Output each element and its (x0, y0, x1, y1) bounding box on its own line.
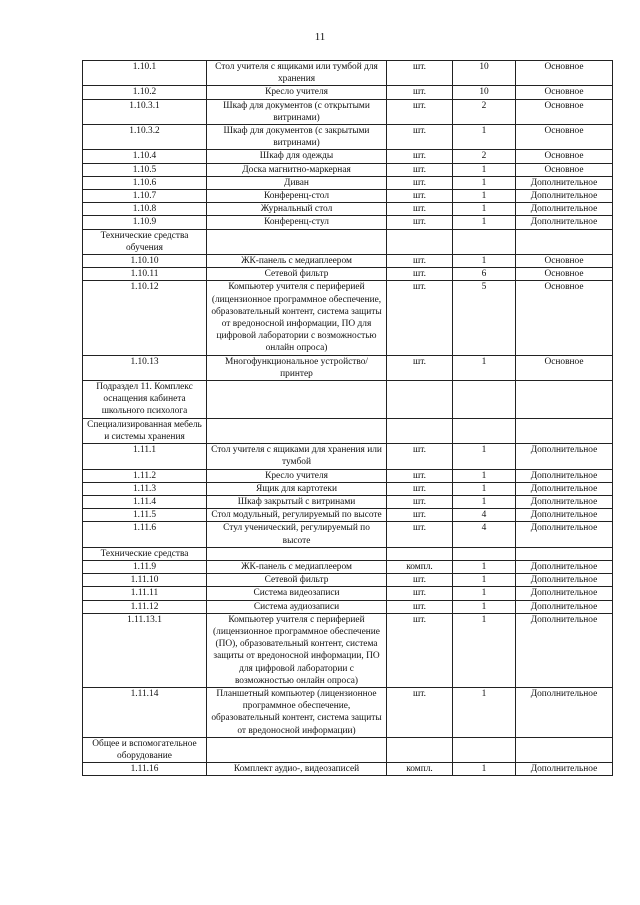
item-name-cell: Конференц-стол (207, 190, 387, 203)
table-row (83, 444, 613, 469)
table-row (83, 150, 613, 163)
item-name-cell: Доска магнитно-маркерная (207, 163, 387, 176)
table-row (83, 509, 613, 522)
table-row (83, 190, 613, 203)
item-type-cell: Основное (516, 99, 613, 124)
item-name-cell: Журнальный стол (207, 203, 387, 216)
equipment-table-body (83, 61, 613, 776)
table-row (83, 355, 613, 380)
item-code-cell: 1.10.8 (83, 203, 207, 216)
item-code-cell: 1.11.1 (83, 444, 207, 469)
item-code-cell: 1.11.2 (83, 469, 207, 482)
item-code-cell: 1.11.12 (83, 600, 207, 613)
item-name-cell: Стол модульный, регулируемый по высоте (207, 509, 387, 522)
item-code-cell: 1.11.9 (83, 560, 207, 573)
item-type-cell: Дополнительное (516, 522, 613, 547)
item-quantity-cell: 1 (453, 495, 516, 508)
empty-cell (207, 229, 387, 254)
item-name-cell: Стул ученический, регулируемый по высоте (207, 522, 387, 547)
item-code-cell: 1.11.5 (83, 509, 207, 522)
item-quantity-cell: 2 (453, 150, 516, 163)
item-code-cell: 1.10.4 (83, 150, 207, 163)
item-unit-cell: шт. (387, 125, 453, 150)
item-code-cell: 1.10.6 (83, 176, 207, 189)
table-row (83, 61, 613, 86)
item-code-cell: 1.11.13.1 (83, 613, 207, 687)
table-row (83, 255, 613, 268)
empty-cell (453, 381, 516, 419)
item-code-cell: 1.11.16 (83, 763, 207, 776)
table-row (83, 176, 613, 189)
item-type-cell: Дополнительное (516, 613, 613, 687)
empty-cell (387, 229, 453, 254)
item-name-cell: Диван (207, 176, 387, 189)
table-row (83, 281, 613, 355)
item-unit-cell: шт. (387, 216, 453, 229)
table-row (83, 687, 613, 737)
section-label: Подраздел 11. Комплекс оснащения кабинета школьного психолога (83, 381, 207, 419)
item-name-cell: Шкаф для документов (с открытыми витринами) (207, 99, 387, 124)
item-name-cell: Шкаф закрытый с витринами (207, 495, 387, 508)
item-quantity-cell: 2 (453, 99, 516, 124)
item-name-cell: Сетевой фильтр (207, 574, 387, 587)
item-quantity-cell: 1 (453, 482, 516, 495)
table-row (83, 600, 613, 613)
item-code-cell: 1.10.11 (83, 268, 207, 281)
item-quantity-cell: 1 (453, 600, 516, 613)
item-type-cell: Дополнительное (516, 469, 613, 482)
table-row (83, 125, 613, 150)
item-code-cell: 1.11.3 (83, 482, 207, 495)
empty-cell (516, 418, 613, 443)
empty-cell (387, 418, 453, 443)
item-unit-cell: шт. (387, 61, 453, 86)
item-unit-cell: шт. (387, 509, 453, 522)
item-type-cell: Основное (516, 281, 613, 355)
section-label: Технические средства обучения (83, 229, 207, 254)
page-number: 11 (314, 31, 326, 43)
item-type-cell: Основное (516, 125, 613, 150)
item-code-cell: 1.10.2 (83, 86, 207, 99)
item-unit-cell: шт. (387, 176, 453, 189)
item-name-cell: Система аудиозаписи (207, 600, 387, 613)
item-type-cell: Дополнительное (516, 687, 613, 737)
item-name-cell: Сетевой фильтр (207, 268, 387, 281)
item-unit-cell: шт. (387, 255, 453, 268)
item-quantity-cell: 4 (453, 522, 516, 547)
item-unit-cell: шт. (387, 190, 453, 203)
empty-cell (207, 381, 387, 419)
table-row (83, 574, 613, 587)
item-unit-cell: шт. (387, 163, 453, 176)
item-type-cell: Дополнительное (516, 190, 613, 203)
item-quantity-cell: 1 (453, 255, 516, 268)
empty-cell (516, 547, 613, 560)
item-quantity-cell: 1 (453, 687, 516, 737)
table-row (83, 763, 613, 776)
item-name-cell: Комплект аудио-, видеозаписей (207, 763, 387, 776)
item-quantity-cell: 1 (453, 203, 516, 216)
table-row (83, 522, 613, 547)
item-name-cell: Кресло учителя (207, 469, 387, 482)
section-label: Общее и вспомогательное оборудование (83, 737, 207, 762)
item-type-cell: Основное (516, 61, 613, 86)
item-type-cell: Основное (516, 268, 613, 281)
section-label: Технические средства (83, 547, 207, 560)
item-quantity-cell: 1 (453, 444, 516, 469)
item-type-cell: Основное (516, 355, 613, 380)
item-type-cell: Дополнительное (516, 587, 613, 600)
item-quantity-cell: 1 (453, 574, 516, 587)
empty-cell (207, 737, 387, 762)
item-unit-cell: шт. (387, 587, 453, 600)
item-unit-cell: шт. (387, 203, 453, 216)
item-code-cell: 1.10.1 (83, 61, 207, 86)
empty-cell (387, 547, 453, 560)
item-code-cell: 1.10.9 (83, 216, 207, 229)
item-unit-cell: компл. (387, 560, 453, 573)
item-type-cell: Дополнительное (516, 763, 613, 776)
item-name-cell: Компьютер учителя с периферией (лицензионное программное обеспечение (ПО), образовательный контент, система защиты от вредоносной информации, ПО для цифровой лаборатории с возможностью онлайн опроса) (207, 613, 387, 687)
item-type-cell: Дополнительное (516, 482, 613, 495)
item-unit-cell: шт. (387, 268, 453, 281)
item-quantity-cell: 1 (453, 190, 516, 203)
item-quantity-cell: 10 (453, 61, 516, 86)
item-name-cell: Компьютер учителя с периферией (лицензионное программное обеспечение, образовательный контент, система защиты от вредоносной информации, ПО для цифровой лаборатории с возможностью онлайн опроса) (207, 281, 387, 355)
item-unit-cell: шт. (387, 495, 453, 508)
table-row (83, 469, 613, 482)
item-unit-cell: шт. (387, 86, 453, 99)
item-type-cell: Дополнительное (516, 495, 613, 508)
item-name-cell: Стол учителя с ящиками для хранения или тумбой (207, 444, 387, 469)
item-unit-cell: шт. (387, 444, 453, 469)
item-unit-cell: шт. (387, 469, 453, 482)
item-quantity-cell: 6 (453, 268, 516, 281)
item-code-cell: 1.11.14 (83, 687, 207, 737)
item-type-cell: Дополнительное (516, 176, 613, 189)
item-quantity-cell: 4 (453, 509, 516, 522)
item-quantity-cell: 1 (453, 355, 516, 380)
item-quantity-cell: 1 (453, 560, 516, 573)
item-unit-cell: шт. (387, 281, 453, 355)
item-type-cell: Основное (516, 150, 613, 163)
item-code-cell: 1.11.11 (83, 587, 207, 600)
table-row (83, 613, 613, 687)
item-quantity-cell: 1 (453, 763, 516, 776)
item-code-cell: 1.11.10 (83, 574, 207, 587)
section-row (83, 737, 613, 762)
empty-cell (387, 381, 453, 419)
item-type-cell: Основное (516, 86, 613, 99)
item-type-cell: Основное (516, 255, 613, 268)
section-row (83, 381, 613, 419)
item-name-cell: Многофункциональное устройство/принтер (207, 355, 387, 380)
item-type-cell: Дополнительное (516, 600, 613, 613)
item-name-cell: Кресло учителя (207, 86, 387, 99)
item-type-cell: Дополнительное (516, 216, 613, 229)
empty-cell (207, 418, 387, 443)
item-unit-cell: шт. (387, 355, 453, 380)
item-name-cell: ЖК-панель с медиаплеером (207, 255, 387, 268)
table-row (83, 203, 613, 216)
item-name-cell: Конференц-стул (207, 216, 387, 229)
item-quantity-cell: 1 (453, 176, 516, 189)
empty-cell (453, 229, 516, 254)
table-row (83, 216, 613, 229)
section-label: Специализированная мебель и системы хранения (83, 418, 207, 443)
item-code-cell: 1.10.3.1 (83, 99, 207, 124)
table-row (83, 268, 613, 281)
item-code-cell: 1.11.6 (83, 522, 207, 547)
item-unit-cell: шт. (387, 482, 453, 495)
item-name-cell: ЖК-панель с медиаплеером (207, 560, 387, 573)
item-name-cell: Шкаф для одежды (207, 150, 387, 163)
item-type-cell: Дополнительное (516, 203, 613, 216)
item-code-cell: 1.10.13 (83, 355, 207, 380)
item-unit-cell: шт. (387, 687, 453, 737)
table-row (83, 163, 613, 176)
empty-cell (516, 381, 613, 419)
section-row (83, 547, 613, 560)
item-quantity-cell: 10 (453, 86, 516, 99)
item-name-cell: Планшетный компьютер (лицензионное программное обеспечение, образовательный контент, система защиты от вредоносной информации) (207, 687, 387, 737)
item-quantity-cell: 1 (453, 587, 516, 600)
item-code-cell: 1.11.4 (83, 495, 207, 508)
table-row (83, 99, 613, 124)
item-quantity-cell: 1 (453, 163, 516, 176)
empty-cell (453, 547, 516, 560)
table-row (83, 587, 613, 600)
empty-cell (387, 737, 453, 762)
table-row (83, 560, 613, 573)
section-row (83, 229, 613, 254)
equipment-table (82, 60, 613, 776)
item-unit-cell: шт. (387, 613, 453, 687)
section-row (83, 418, 613, 443)
empty-cell (516, 229, 613, 254)
item-code-cell: 1.10.7 (83, 190, 207, 203)
table-row (83, 482, 613, 495)
item-unit-cell: шт. (387, 522, 453, 547)
item-quantity-cell: 1 (453, 125, 516, 150)
item-quantity-cell: 1 (453, 469, 516, 482)
item-type-cell: Дополнительное (516, 444, 613, 469)
item-unit-cell: компл. (387, 763, 453, 776)
item-unit-cell: шт. (387, 150, 453, 163)
item-code-cell: 1.10.10 (83, 255, 207, 268)
empty-cell (207, 547, 387, 560)
item-type-cell: Основное (516, 163, 613, 176)
empty-cell (516, 737, 613, 762)
item-quantity-cell: 5 (453, 281, 516, 355)
item-unit-cell: шт. (387, 99, 453, 124)
item-unit-cell: шт. (387, 574, 453, 587)
empty-cell (453, 418, 516, 443)
item-code-cell: 1.10.3.2 (83, 125, 207, 150)
table-row (83, 86, 613, 99)
table-row (83, 495, 613, 508)
item-type-cell: Дополнительное (516, 509, 613, 522)
item-name-cell: Шкаф для документов (с закрытыми витринами) (207, 125, 387, 150)
item-code-cell: 1.10.5 (83, 163, 207, 176)
item-type-cell: Дополнительное (516, 560, 613, 573)
item-quantity-cell: 1 (453, 613, 516, 687)
item-code-cell: 1.10.12 (83, 281, 207, 355)
item-name-cell: Ящик для картотеки (207, 482, 387, 495)
item-name-cell: Система видеозаписи (207, 587, 387, 600)
item-name-cell: Стол учителя с ящиками или тумбой для хранения (207, 61, 387, 86)
item-type-cell: Дополнительное (516, 574, 613, 587)
empty-cell (453, 737, 516, 762)
item-unit-cell: шт. (387, 600, 453, 613)
item-quantity-cell: 1 (453, 216, 516, 229)
